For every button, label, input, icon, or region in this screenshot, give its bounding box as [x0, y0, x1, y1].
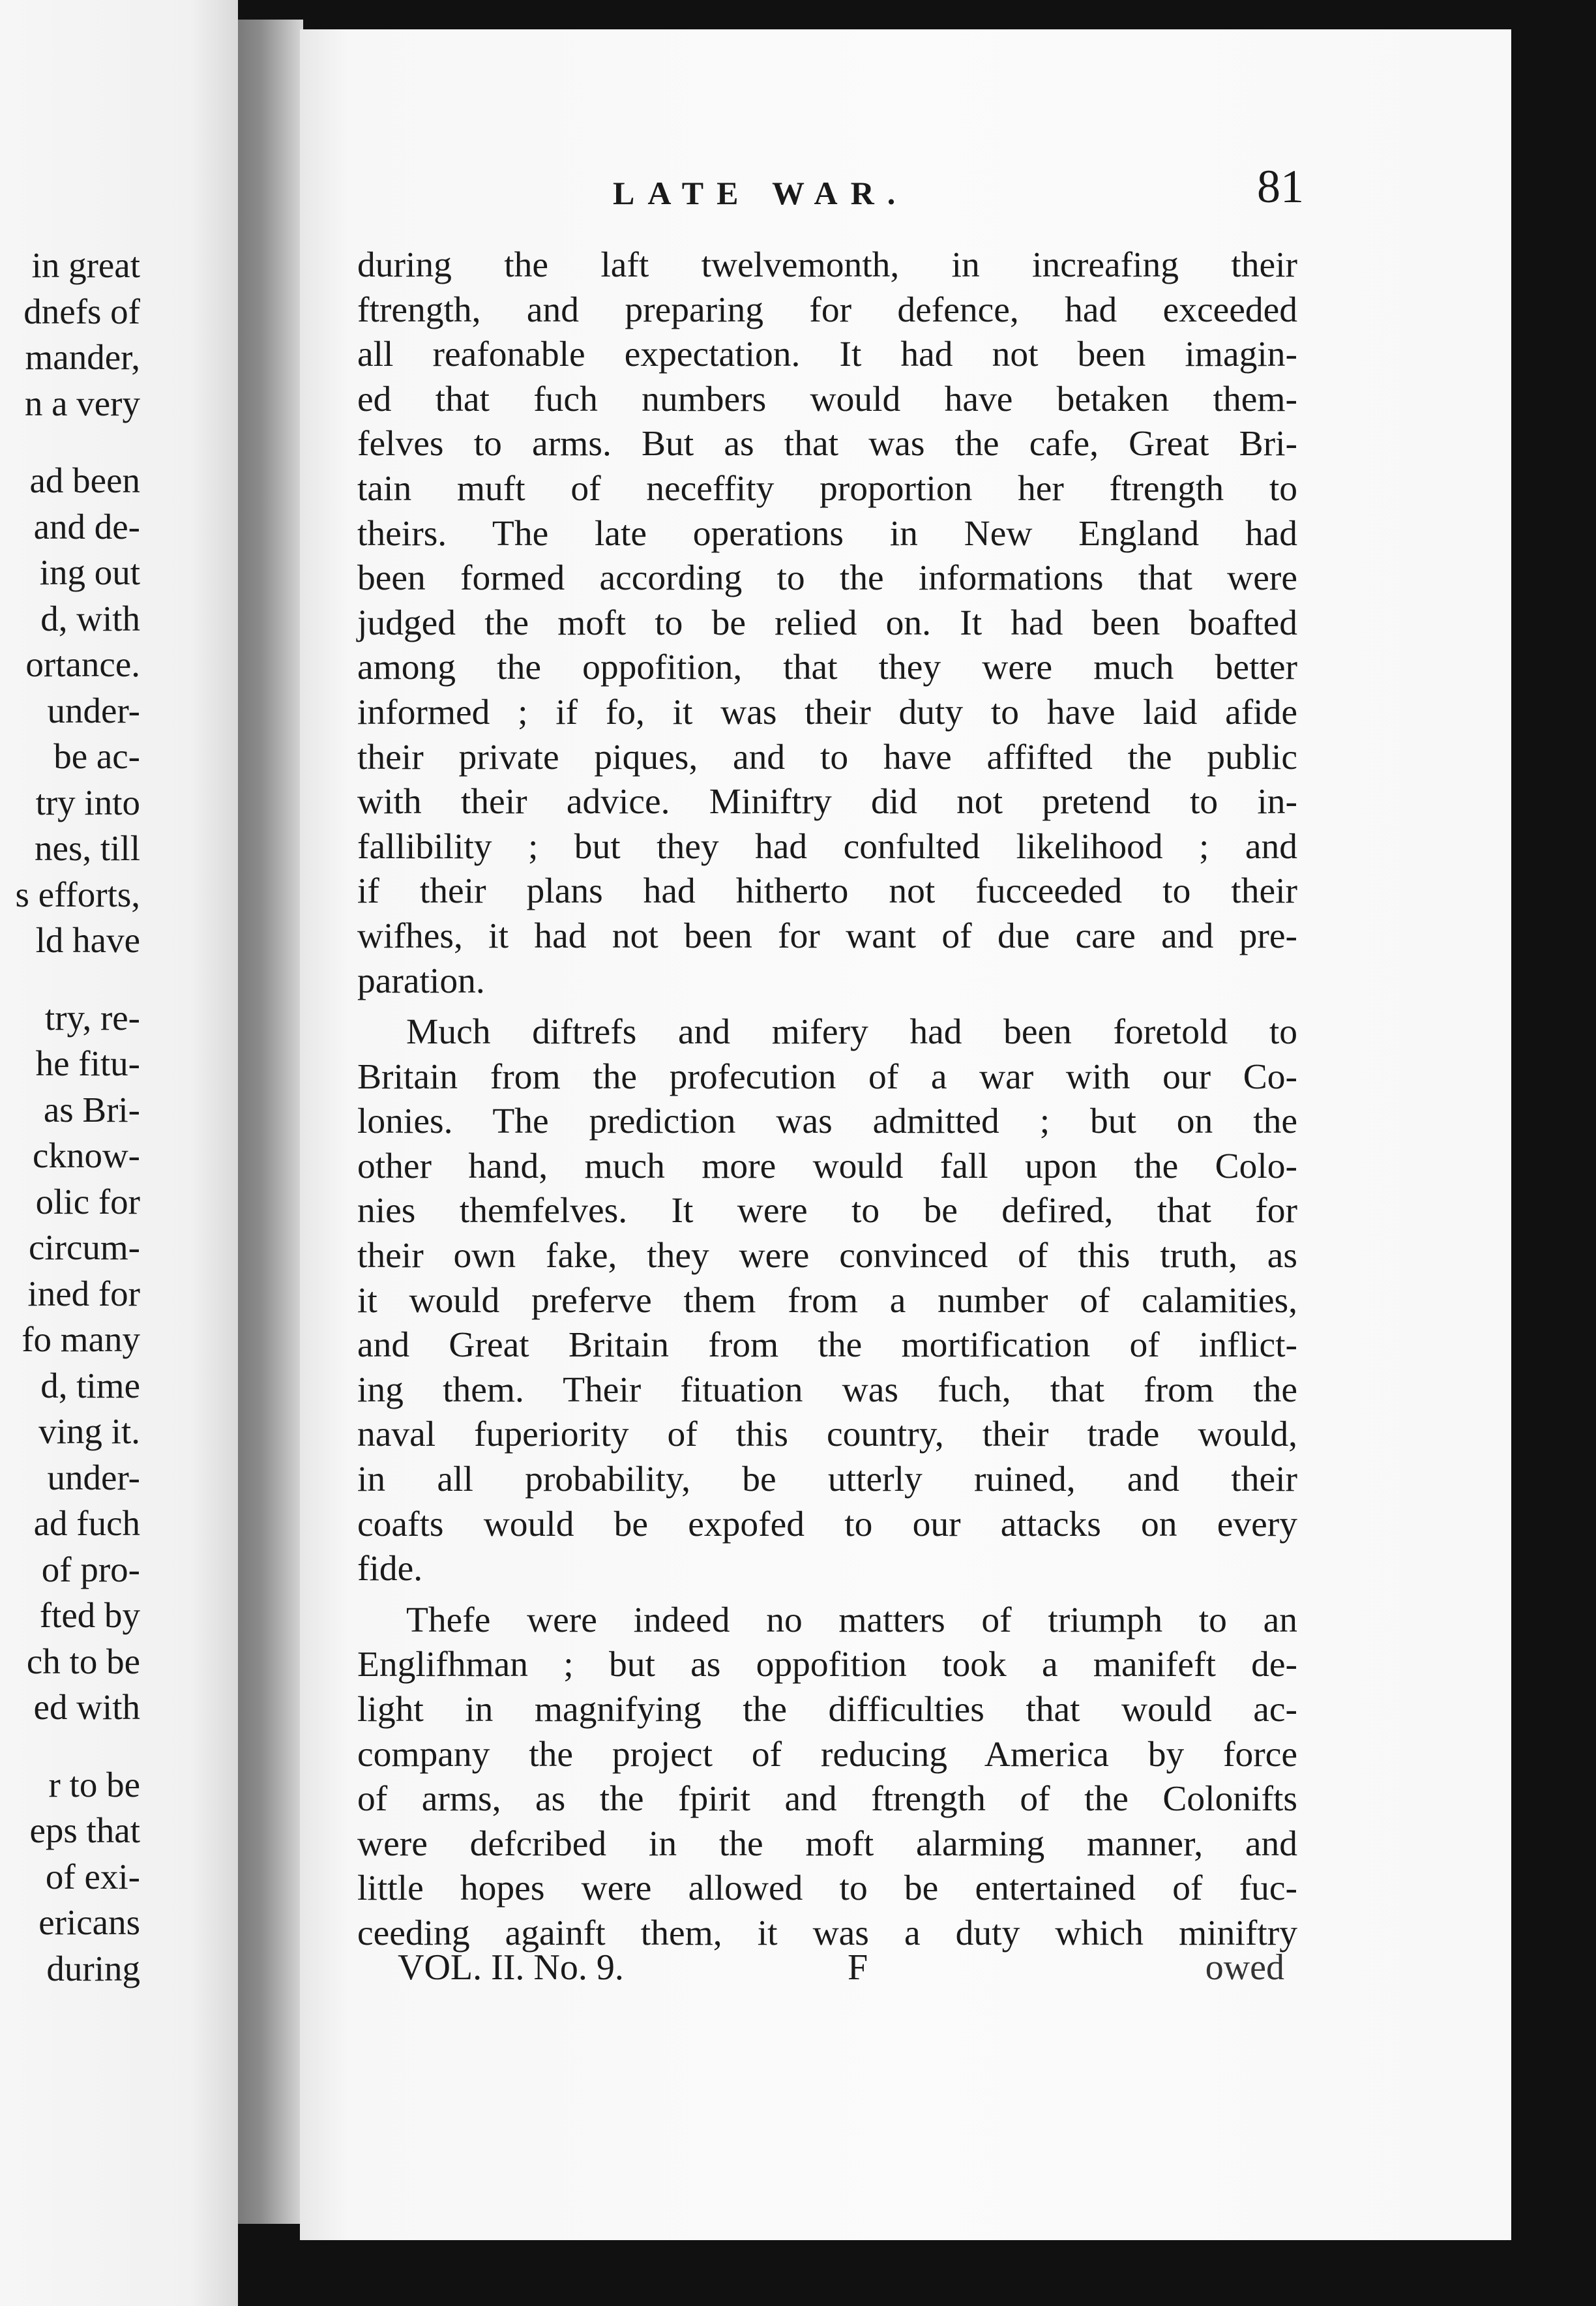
left-page-line: ed with [33, 1687, 140, 1727]
body-line: informed ; if fo, it was their duty to have laid afide [357, 692, 1297, 732]
body-line: during the laft twelvemonth, in increafing their [357, 245, 1297, 285]
body-line: been formed according to the informations that were [357, 558, 1297, 599]
body-line: fallibility ; but they had confulted likelihood ; and [357, 826, 1297, 867]
left-page-line: ing out [39, 552, 140, 592]
body-line: Englifhman ; but as oppofition took a manifeft de- [357, 1645, 1297, 1685]
body-line: light in magnifying the difficulties that would ac- [357, 1690, 1297, 1730]
signature-mark: F [848, 1947, 868, 1988]
left-page-line: cknow- [33, 1135, 140, 1175]
body-line: tain muft of neceffity proportion her ftrength to [357, 468, 1297, 509]
body-line: felves to arms. But as that was the cafe, Great Bri- [357, 424, 1297, 464]
left-page-line: under- [47, 1457, 140, 1497]
body-line: Britain from the profecution of a war with our Co- [357, 1056, 1297, 1097]
body-line: paration. [357, 961, 485, 1001]
left-page-gap [0, 964, 140, 995]
body-line: judged the moft to be relied on. It had been boafted [357, 603, 1297, 643]
paragraph-gap [357, 1004, 1297, 1010]
left-page-line: fo many [22, 1319, 140, 1359]
body-line: all reafonable expectation. It had not been imagin- [357, 335, 1297, 375]
body-line: other hand, much more would fall upon the Colo- [357, 1146, 1297, 1186]
left-page-fragment [0, 0, 238, 2306]
page-number: 81 [1257, 160, 1304, 213]
body-text [357, 243, 1297, 1956]
left-page-line: ch to be [26, 1641, 140, 1681]
body-line: little hopes were allowed to be entertained of fuc- [357, 1868, 1297, 1909]
left-page-gap [0, 427, 140, 458]
body-line: and Great Britain from the mortification of inflict- [357, 1325, 1297, 1366]
body-line: ed that fuch numbers would have betaken them- [357, 379, 1297, 419]
left-page-line: try into [35, 782, 140, 822]
left-page-gap [0, 1731, 140, 1762]
left-page-line: dnefs of [23, 291, 140, 331]
left-page-line: and de- [33, 506, 140, 547]
left-page-line: nes, till [35, 828, 140, 868]
binding-gutter [238, 20, 303, 2224]
left-page-line: during [46, 1948, 140, 1988]
left-page-line: s efforts, [15, 874, 140, 914]
body-line: if their plans had hitherto not fucceeded to their [357, 871, 1297, 912]
body-line: wifhes, it had not been for want of due care and pre- [357, 916, 1297, 956]
left-page-line: d, with [40, 598, 140, 638]
body-line: nies themfelves. It were to be defired, that for [357, 1191, 1297, 1231]
left-page-line: ving it. [38, 1411, 140, 1451]
body-line: Much diftrefs and mifery had been foretold to [406, 1012, 1297, 1053]
body-line: were defcribed in the moft alarming manner, and [357, 1823, 1297, 1864]
catchword: owed [1205, 1947, 1284, 1988]
body-line: company the project of reducing America by force [357, 1734, 1297, 1774]
left-page-line: of pro- [41, 1549, 140, 1589]
body-line: in all probability, be utterly ruined, and their [357, 1460, 1297, 1500]
left-page-line: in great [31, 245, 140, 285]
left-page-line: d, time [40, 1365, 140, 1405]
left-page-line: ericans [38, 1902, 140, 1942]
left-page-text [0, 243, 140, 1992]
body-line: ftrength, and preparing for defence, had exceeded [357, 290, 1297, 330]
body-line: theirs. The late operations in New England had [357, 513, 1297, 554]
left-page-line: mander, [25, 337, 140, 377]
body-line: of arms, as the fpirit and ftrength of the Colonifts [357, 1779, 1297, 1819]
body-line: fide. [357, 1549, 423, 1589]
left-page-line: he fitu- [35, 1043, 140, 1083]
body-line: with their advice. Miniftry did not pretend to in- [357, 782, 1297, 822]
left-page-line: ortance. [25, 644, 140, 684]
page-footer [398, 1947, 1284, 1999]
body-line: their private piques, and to have affifted the public [357, 737, 1297, 777]
page-header [613, 160, 1304, 218]
volume-label: VOL. II. No. 9. [398, 1947, 624, 1988]
body-line: Thefe were indeed no matters of triumph to an [406, 1600, 1297, 1640]
left-page-line: olic for [35, 1181, 140, 1221]
body-line: it would preferve them from a number of calamities, [357, 1280, 1297, 1321]
body-line: coafts would be expofed to our attacks on every [357, 1504, 1297, 1544]
paragraph-gap [357, 1592, 1297, 1598]
left-page-line: ad been [29, 460, 140, 500]
left-page-line: n a very [24, 383, 140, 423]
left-page-line: fted by [39, 1595, 140, 1635]
left-page-line: of exi- [45, 1856, 140, 1896]
left-page-line: ld have [35, 920, 140, 960]
left-page-line: eps that [29, 1810, 140, 1850]
left-page-line: ad fuch [33, 1503, 140, 1543]
body-line: ceeding againft them, it was a duty which miniftry [357, 1913, 1297, 1953]
left-page-line: as Bri- [43, 1089, 140, 1130]
body-line: ing them. Their fituation was fuch, that from the [357, 1370, 1297, 1410]
body-line: naval fuperiority of this country, their trade would, [357, 1415, 1297, 1455]
body-line: lonies. The prediction was admitted ; but on the [357, 1101, 1297, 1142]
left-page-line: be ac- [53, 736, 140, 776]
left-page-line: r to be [48, 1764, 140, 1804]
body-line: among the oppofition, that they were much better [357, 648, 1297, 688]
body-line: their own fake, they were convinced of this truth, as [357, 1236, 1297, 1276]
running-head: LATE WAR. [613, 175, 909, 211]
left-page-line: under- [47, 690, 140, 730]
left-page-line: try, re- [44, 997, 140, 1038]
left-page-line: circum- [28, 1227, 140, 1267]
left-page-line: ined for [27, 1273, 140, 1313]
